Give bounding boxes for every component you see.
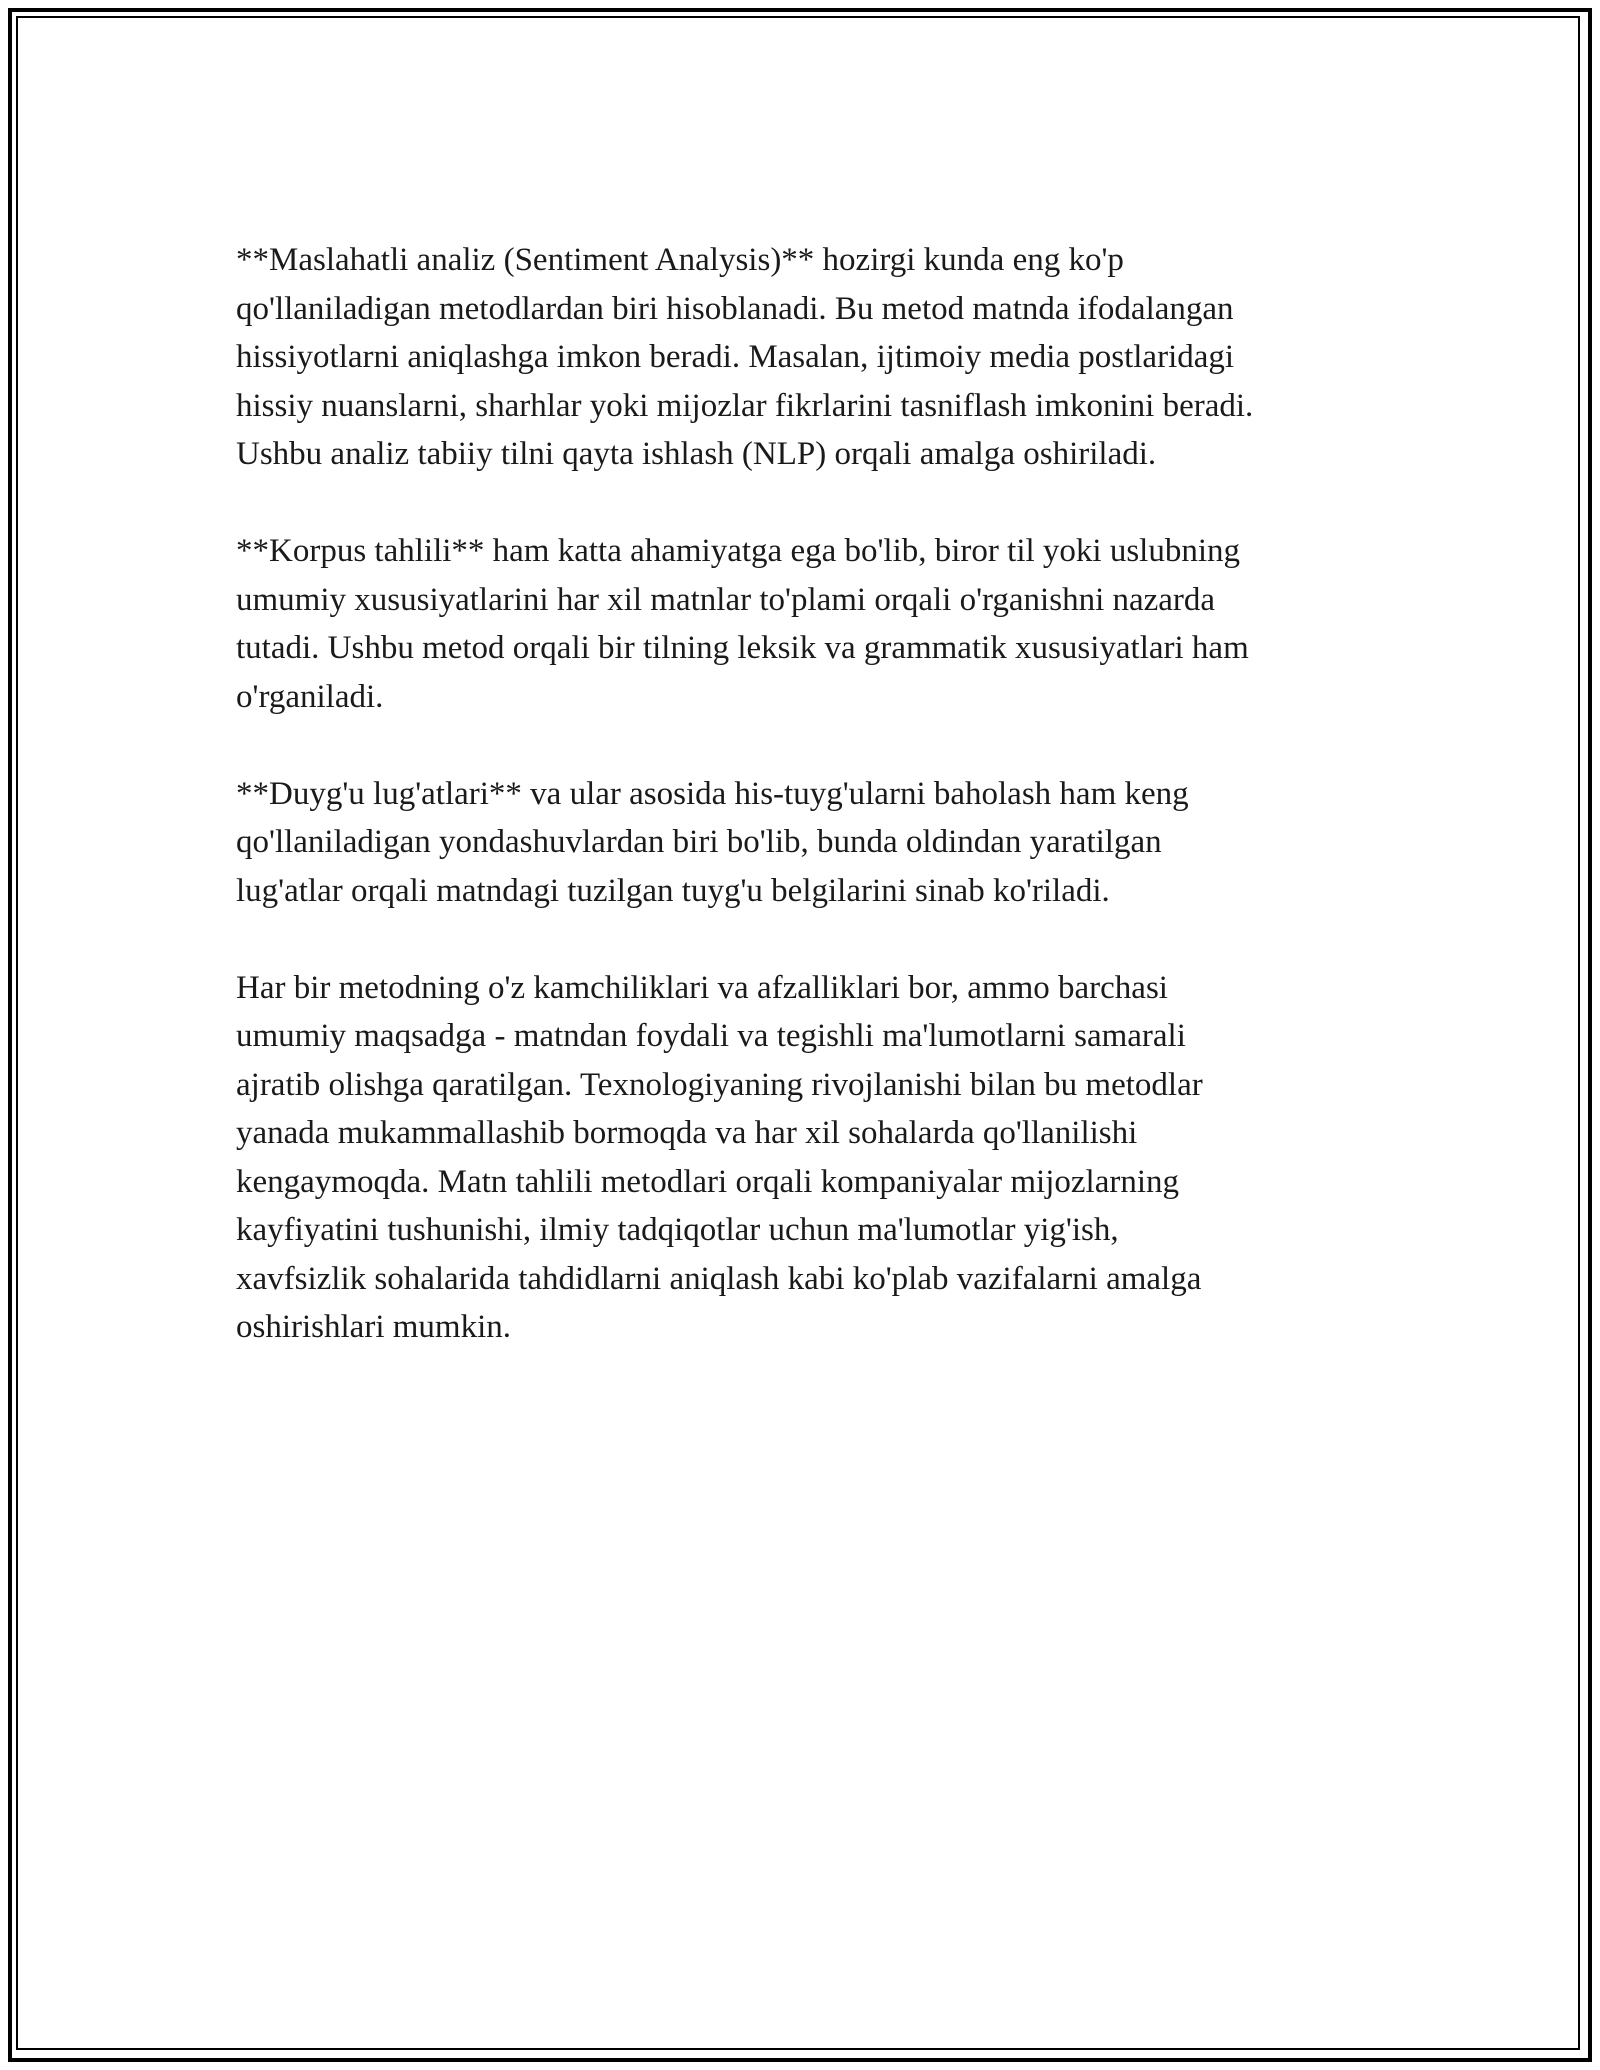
text-line: yanada mukammallashib bormoqda va har xil sohalarda qo'llanilishi xyxy=(236,1115,1138,1151)
text-line: kengaymoqda. Matn tahlili metodlari orqali kompaniyalar mijozlarning xyxy=(236,1163,1179,1200)
text-line: oshirishlari mumkin. xyxy=(236,1309,511,1345)
paragraph-corpus-analysis xyxy=(236,527,1386,721)
text-line: tutadi. Ushbu metod orqali bir tilning leksik va grammatik xususiyatlari ham xyxy=(236,630,1249,666)
text-line: umumiy xususiyatlarini har xil matnlar to'plami orqali o'rganishni nazarda xyxy=(236,581,1216,618)
text-line: hissiy nuanslarni, sharhlar yoki mijozlar fikrlarini tasniflash imkonini beradi. xyxy=(236,387,1254,424)
text-line: qo'llaniladigan yondashuvlardan biri bo'lib, bunda oldindan yaratilgan xyxy=(236,824,1162,860)
text-line: kayfiyatini tushunishi, ilmiy tadqiqotlar uchun ma'lumotlar yig'ish, xyxy=(236,1212,1119,1248)
text-line: hissiyotlarni aniqlashga imkon beradi. Masalan, ijtimoiy media postlaridagi xyxy=(236,339,1235,375)
paragraph-sentiment-analysis xyxy=(236,236,1386,479)
text-line: xavfsizlik sohalarida tahdidlarni aniqlash kabi ko'plab vazifalarni amalga xyxy=(236,1260,1202,1297)
paragraph-emotion-lexicons xyxy=(236,770,1386,916)
text-line: **Duyg'u lug'atlari** va ular asosida his-tuyg'ularni baholash ham keng xyxy=(236,775,1189,812)
text-line: o'rganiladi. xyxy=(236,678,384,715)
text-line: **Maslahatli analiz (Sentiment Analysis)** hozirgi kunda eng ko'p xyxy=(236,242,1124,278)
text-line: umumiy maqsadga - matndan foydali va tegishli ma'lumotlarni samarali xyxy=(236,1018,1186,1054)
text-line: Har bir metodning o'z kamchiliklari va afzalliklari bor, ammo barchasi xyxy=(236,969,1168,1006)
paragraph-conclusion xyxy=(236,964,1386,1352)
text-line: qo'llaniladigan metodlardan biri hisoblanadi. Bu metod matnda ifodalangan xyxy=(236,290,1234,327)
text-line: ajratib olishga qaratilgan. Texnologiyaning rivojlanishi bilan bu metodlar xyxy=(236,1066,1203,1103)
text-line: **Korpus tahlili** ham katta ahamiyatga ega bo'lib, biror til yoki uslubning xyxy=(236,533,1241,569)
document-body xyxy=(236,236,1386,1400)
text-line: Ushbu analiz tabiiy tilni qayta ishlash (NLP) orqali amalga oshiriladi. xyxy=(236,436,1157,472)
text-line: lug'atlar orqali matndagi tuzilgan tuyg'u belgilarini sinab ko'riladi. xyxy=(236,872,1110,909)
